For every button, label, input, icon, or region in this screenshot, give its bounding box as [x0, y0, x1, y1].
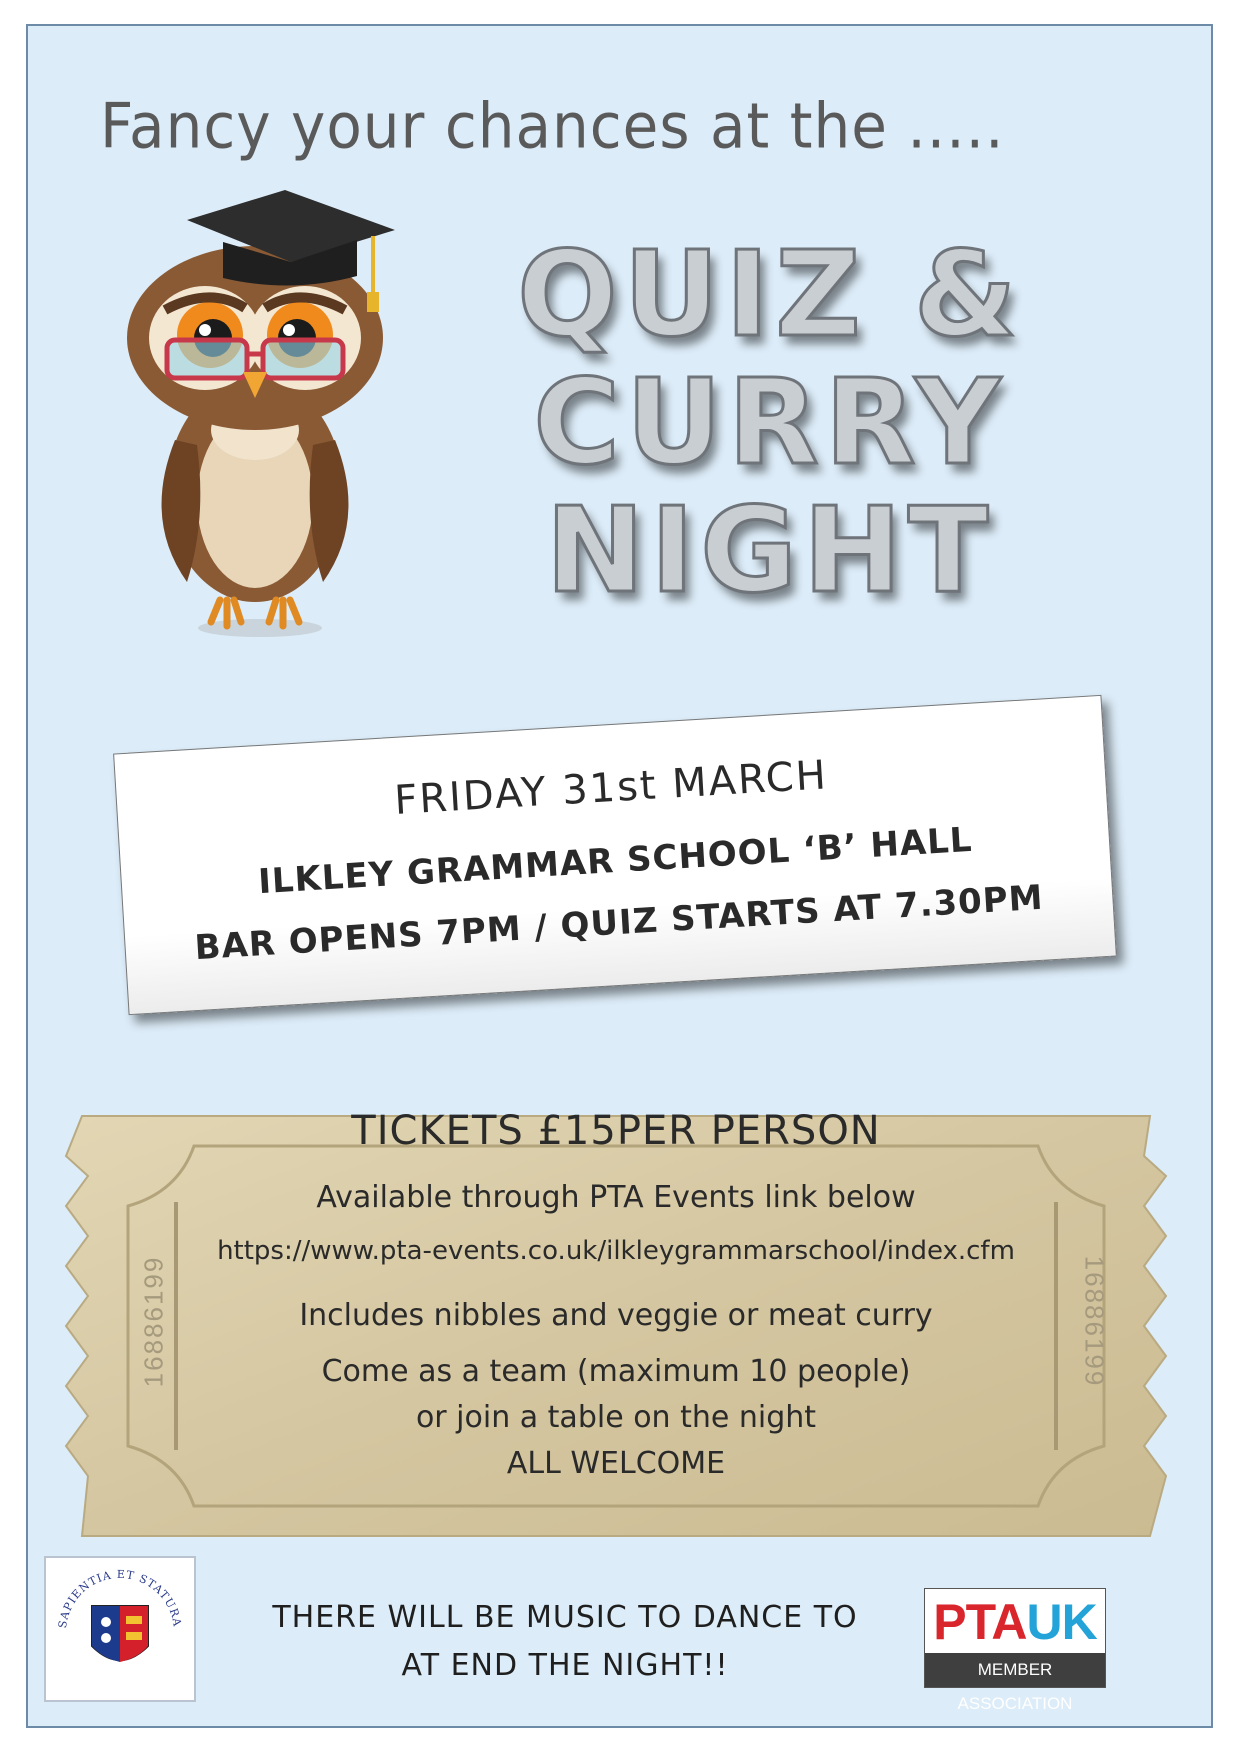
tagline: Fancy your chances at the ..... — [100, 89, 1005, 163]
member-association-label: MEMBER ASSOCIATION — [925, 1653, 1105, 1687]
footer-message — [220, 1594, 910, 1690]
ticket-availability: Available through PTA Events link below — [316, 1180, 916, 1215]
pta-text: PTA — [933, 1594, 1027, 1650]
event-times: BAR OPENS 7PM / QUIZ STARTS AT 7.30PM — [193, 877, 1045, 969]
footer-line: AT END THE NIGHT!! — [401, 1648, 729, 1683]
ticket-url-link[interactable]: https://www.pta-events.co.uk/ilkleygrammarschool/index.cfm — [217, 1236, 1015, 1266]
title-line: QUIZ & — [517, 225, 1023, 363]
ticket-welcome: ALL WELCOME — [506, 1446, 726, 1481]
ticket-price: TICKETS £15PER PERSON — [351, 1108, 881, 1154]
owl-graduate-icon — [95, 190, 415, 640]
event-date: FRIDAY 31st MARCH — [393, 752, 829, 824]
ticket-serial-right: 16886199 — [1079, 1255, 1110, 1388]
event-venue: ILKLEY GRAMMAR SCHOOL ‘B’ HALL — [257, 819, 974, 903]
school-crest-icon — [46, 1558, 194, 1700]
ticket-panel — [64, 1096, 1168, 1552]
ticket-team: Come as a team (maximum 10 people) — [321, 1354, 911, 1389]
uk-text: UK — [1026, 1594, 1097, 1650]
pta-uk-logo — [924, 1588, 1106, 1713]
title-line: NIGHT — [545, 481, 995, 619]
title-line: CURRY — [533, 353, 1007, 491]
event-title — [490, 225, 1050, 619]
ticket-serial-left: 16886199 — [138, 1255, 169, 1388]
crest-motto: SAPIENTIA ET STATURA — [56, 1567, 184, 1630]
ticket-join: or join a table on the night — [415, 1400, 817, 1435]
school-crest — [44, 1556, 196, 1702]
pta-uk-wordmark — [925, 1593, 1105, 1651]
footer-line: THERE WILL BE MUSIC TO DANCE TO — [272, 1600, 858, 1635]
ticket-includes: Includes nibbles and veggie or meat curry — [299, 1298, 933, 1333]
